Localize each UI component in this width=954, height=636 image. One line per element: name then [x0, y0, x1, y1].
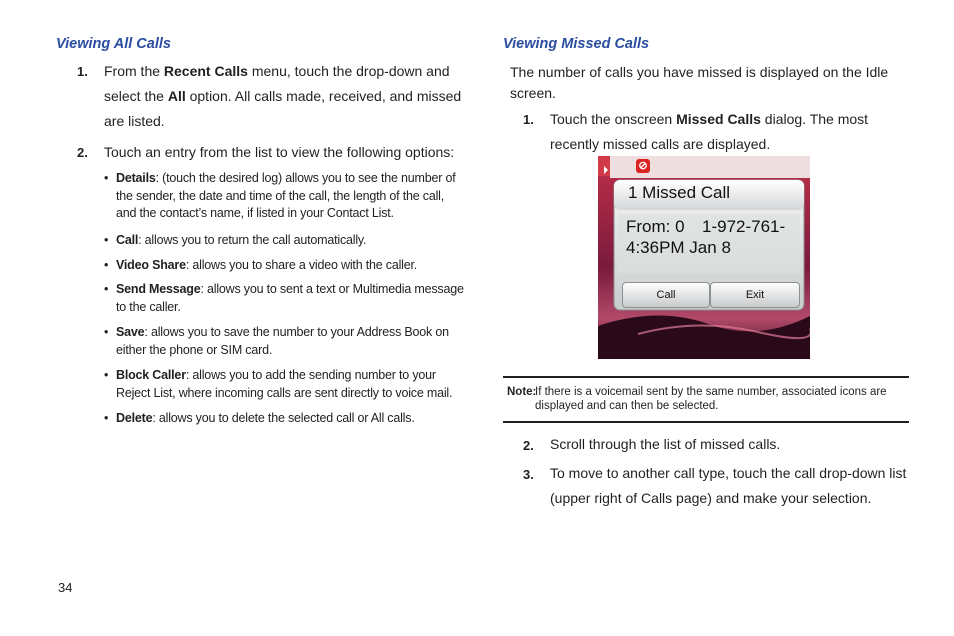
- note-text: If there is a voicemail sent by the same number, associated icons are displayed and can then be selected.: [535, 386, 887, 412]
- bullet-icon: •: [104, 368, 109, 382]
- step-number: 1.: [523, 112, 534, 127]
- section-heading-missed-calls: Viewing Missed Calls: [503, 36, 650, 52]
- desc: : allows you to return the call automatically.: [138, 233, 367, 247]
- caller-number: 1-972-761-: [702, 217, 786, 236]
- intro-text: The number of calls you have missed is displayed on the Idle screen.: [510, 64, 889, 101]
- step-text: [104, 59, 466, 134]
- text-run: Touch the onscreen: [550, 111, 677, 127]
- exit-button[interactable]: Exit: [710, 282, 800, 308]
- bullet-icon: •: [104, 233, 109, 247]
- item-text: [116, 170, 466, 223]
- call-time: 4:36PM Jan 8: [626, 238, 731, 257]
- term: Delete: [116, 411, 153, 425]
- text-run: From the: [104, 63, 164, 79]
- step-text: Touch an entry from the list to view the following options:: [104, 144, 455, 160]
- term: Block Caller: [116, 368, 186, 382]
- text-run: menu, touch the drop-down and select the: [104, 63, 450, 104]
- note-rule-top: [503, 376, 909, 378]
- step-text: [550, 107, 908, 157]
- note-rule-bottom: [503, 421, 909, 423]
- step-number: 2.: [77, 145, 88, 160]
- step-text: Scroll through the list of missed calls.: [550, 436, 781, 452]
- note-label: Note:: [507, 386, 537, 398]
- item-text: [116, 281, 466, 316]
- bullet-icon: •: [104, 411, 109, 425]
- item-text: [116, 410, 466, 428]
- term-recent-calls: Recent Calls: [163, 63, 248, 79]
- caller-from-label: From: 0: [626, 217, 685, 236]
- item-text: [116, 324, 466, 359]
- bullet-icon: •: [104, 258, 109, 272]
- bullet-icon: •: [104, 325, 109, 339]
- term: Video Share: [116, 258, 186, 272]
- term-missed-calls: Missed Calls: [676, 111, 761, 127]
- step-number: 2.: [523, 438, 534, 453]
- step-number: 1.: [77, 64, 88, 79]
- step-number: 3.: [523, 467, 534, 482]
- phone-screenshot: [598, 156, 810, 359]
- bullet-icon: •: [104, 282, 109, 296]
- section-heading-all-calls: Viewing All Calls: [56, 36, 171, 52]
- desc: : allows you to sent a text or Multimedia message to the caller.: [116, 282, 464, 314]
- bullet-icon: •: [104, 171, 109, 185]
- term: Call: [116, 233, 139, 247]
- desc: : allows you to add the sending number to your Reject List, where incoming calls are sent directly to voice mail.: [116, 368, 453, 400]
- term: Save: [116, 325, 145, 339]
- page-number: 34: [58, 580, 73, 595]
- item-text: [116, 367, 466, 402]
- call-button[interactable]: Call: [622, 282, 710, 308]
- desc: : allows you to delete the selected call or All calls.: [152, 411, 415, 425]
- text-run: dialog. The most recently missed calls are displayed.: [550, 111, 869, 152]
- term: Details: [116, 171, 156, 185]
- item-text: [116, 257, 466, 275]
- desc: : (touch the desired log) allows you to see the number of the sender, the date and time of the call, the length of the call, and the contact’s name, if listed in your Contact List.: [116, 171, 456, 220]
- item-text: [116, 232, 466, 250]
- term: Send Message: [116, 282, 201, 296]
- desc: : allows you to save the number to your Address Book on either the phone or SIM card.: [116, 325, 449, 357]
- step-text: To move to another call type, touch the call drop-down list (upper right of Calls page) and make your selection.: [550, 465, 907, 506]
- desc: : allows you to share a video with the caller.: [185, 258, 418, 272]
- missed-call-icon: ⊘: [636, 159, 650, 173]
- text-run: option. All calls made, received, and missed are listed.: [104, 88, 462, 129]
- term-all: All: [167, 88, 186, 104]
- dialog-title: 1 Missed Call: [628, 183, 731, 202]
